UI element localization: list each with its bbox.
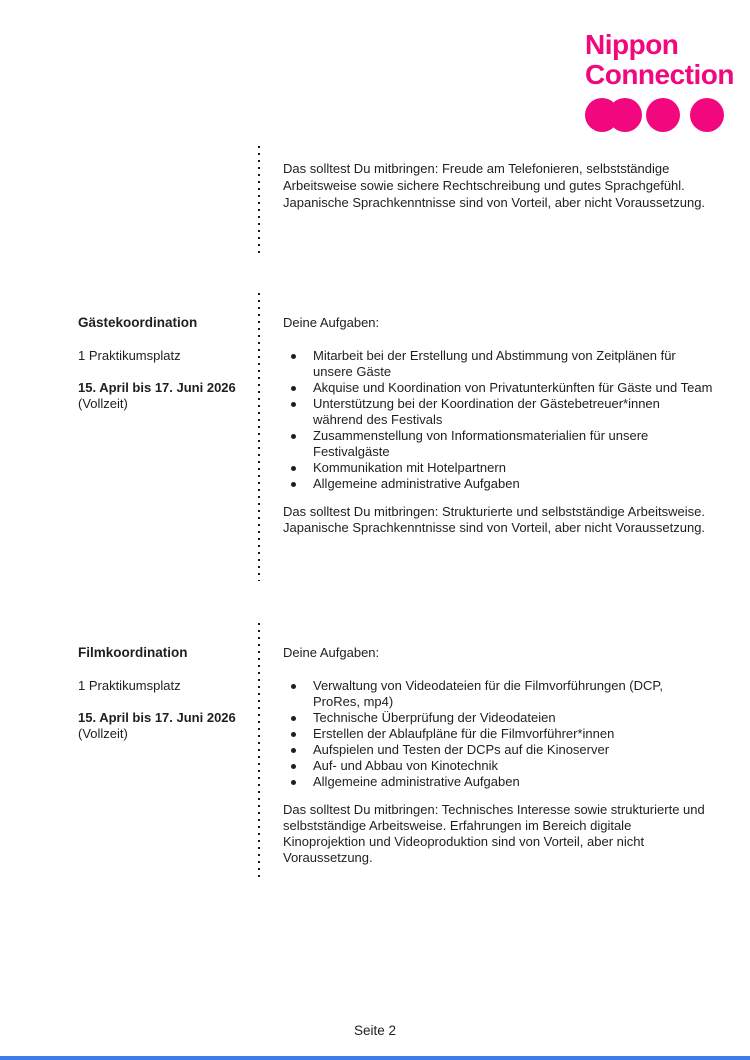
- page-number: Seite 2: [353, 1023, 397, 1038]
- section-meta: [78, 645, 253, 742]
- internship-slots: 1 Praktikumsplatz: [78, 348, 181, 363]
- section-title: Filmkoordination: [78, 645, 188, 660]
- task-item: Akquise und Koordination von Privatunterkünften für Gäste und Team: [283, 380, 713, 396]
- task-item: Zusammenstellung von Informationsmaterialien für unsere Festivalgäste: [283, 428, 713, 460]
- dotted-divider: [258, 623, 260, 881]
- task-item: Kommunikation mit Hotelpartnern: [283, 460, 713, 476]
- task-item: Technische Überprüfung der Videodateien: [283, 710, 713, 726]
- bottom-bar: [0, 1056, 750, 1060]
- requirements-paragraph: Das solltest Du mitbringen: Strukturierte und selbstständige Arbeitsweise. Japanische Sprachkenntnisse sind von Vorteil, aber nicht Voraussetzung.: [283, 504, 706, 535]
- task-item: Mitarbeit bei der Erstellung und Abstimmung von Zeitplänen für unsere Gäste: [283, 348, 713, 380]
- task-item: Unterstützung bei der Koordination der Gästebetreuer*innen während des Festivals: [283, 396, 713, 428]
- requirements-paragraph: Das solltest Du mitbringen: Freude am Telefonieren, selbstständige Arbeitsweise sowie sichere Rechtschreibung und gutes Sprachgefühl. Japanische Sprachkenntnisse sind von Vorteil, aber nicht Voraussetzung.: [283, 161, 706, 210]
- period-worktime: (Vollzeit): [78, 396, 128, 411]
- continuation-block: [0, 146, 750, 256]
- logo-dots-icon: [585, 98, 725, 133]
- section-meta: [78, 315, 253, 412]
- period-dates: 15. April bis 17. Juni 2026: [78, 710, 236, 725]
- internship-period: [78, 710, 253, 742]
- section-filmkoordination: [0, 623, 750, 881]
- section-detail: [283, 315, 713, 536]
- dotted-divider: [258, 293, 260, 581]
- logo-text-line2: Connection: [585, 59, 734, 90]
- dotted-divider: [258, 146, 260, 254]
- section-detail: [283, 645, 713, 866]
- period-dates: 15. April bis 17. Juni 2026: [78, 380, 236, 395]
- section-gaestekoordination: [0, 293, 750, 581]
- tasks-heading: Deine Aufgaben:: [283, 315, 380, 330]
- task-item: Auf- und Abbau von Kinotechnik: [283, 758, 713, 774]
- section-title: Gästekoordination: [78, 315, 198, 330]
- task-item: Allgemeine administrative Aufgaben: [283, 774, 713, 790]
- task-item: Verwaltung von Videodateien für die Filmvorführungen (DCP, ProRes, mp4): [283, 678, 713, 710]
- internship-slots: 1 Praktikumsplatz: [78, 678, 181, 693]
- task-item: Erstellen der Ablaufpläne für die Filmvorführer*innen: [283, 726, 713, 742]
- period-worktime: (Vollzeit): [78, 726, 128, 741]
- logo-text-line1: Nippon: [585, 29, 679, 60]
- tasks-list: [283, 678, 713, 790]
- internship-period: [78, 380, 253, 412]
- requirements-paragraph: Das solltest Du mitbringen: Technisches Interesse sowie strukturierte und selbstständige Arbeitsweise. Erfahrungen im Bereich digitale Kinoprojektion und Videoproduktion sind von Vorteil, aber nicht Voraussetzung.: [283, 802, 705, 865]
- task-item: Allgemeine administrative Aufgaben: [283, 476, 713, 492]
- tasks-heading: Deine Aufgaben:: [283, 645, 380, 660]
- nippon-connection-logo: [585, 30, 745, 133]
- tasks-list: [283, 348, 713, 492]
- task-item: Aufspielen und Testen der DCPs auf die Kinoserver: [283, 742, 713, 758]
